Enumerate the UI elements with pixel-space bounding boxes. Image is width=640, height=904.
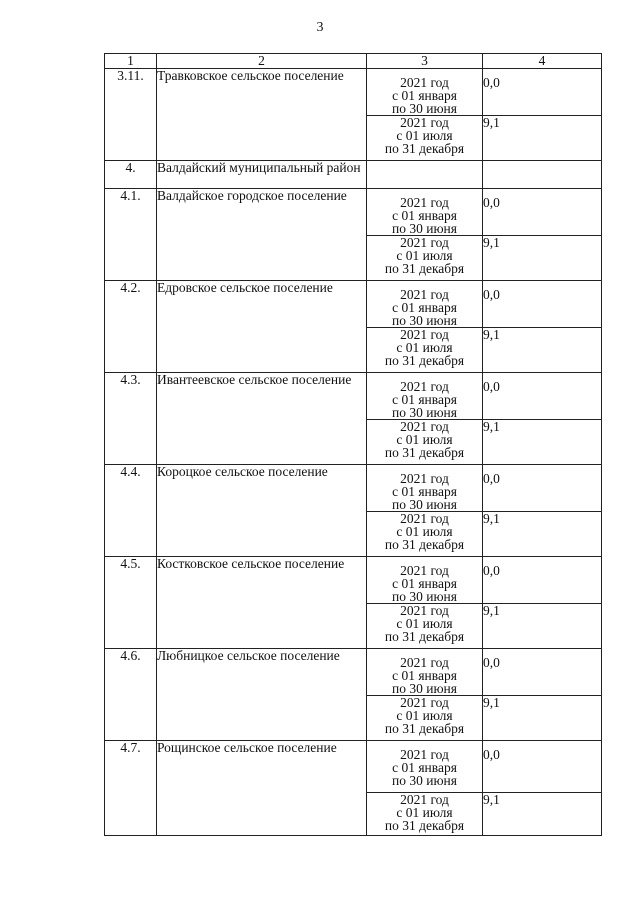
- table-row: [105, 557, 602, 604]
- rate-value: 0,0: [483, 649, 602, 696]
- rate-value: 0,0: [483, 373, 602, 420]
- row-number: 4.2.: [105, 281, 157, 373]
- table-row: [105, 69, 602, 116]
- period-line: с 01 июля: [396, 616, 453, 631]
- table-row: [105, 281, 602, 328]
- rate-value: [483, 161, 602, 189]
- period-line: с 01 июля: [396, 432, 453, 447]
- table-row: [105, 649, 602, 696]
- rate-value: 9,1: [483, 696, 602, 741]
- rate-value: 9,1: [483, 793, 602, 836]
- period-cell: [367, 741, 483, 793]
- period-line: 2021 год: [400, 75, 449, 90]
- period-line: с 01 января: [392, 576, 457, 591]
- table-row: [105, 373, 602, 420]
- period-line: 2021 год: [400, 792, 449, 807]
- period-line: 2021 год: [400, 379, 449, 394]
- period-line: 2021 год: [400, 195, 449, 210]
- table-row: [105, 741, 602, 793]
- period-line: 2021 год: [400, 563, 449, 578]
- period-line: по 30 июня: [392, 313, 457, 328]
- period-line: по 30 июня: [392, 773, 457, 788]
- period-line: 2021 год: [400, 327, 449, 342]
- period-cell: [367, 420, 483, 465]
- period-line: по 31 декабря: [384, 353, 465, 368]
- row-number: 4.7.: [105, 741, 157, 836]
- column-header-4: 4: [483, 54, 602, 69]
- table-header: [105, 54, 602, 69]
- period-line: с 01 января: [392, 484, 457, 499]
- period-cell: [367, 236, 483, 281]
- period-line: по 31 декабря: [384, 537, 465, 552]
- column-header-2: 2: [157, 54, 367, 69]
- period-line: с 01 января: [392, 668, 457, 683]
- row-number: 4.1.: [105, 189, 157, 281]
- period-line: 2021 год: [400, 115, 449, 130]
- period-line: 2021 год: [400, 419, 449, 434]
- settlement-name: Короцкое сельское поселение: [157, 465, 367, 557]
- row-number: 4.6.: [105, 649, 157, 741]
- settlement-name: Валдайский муниципальный район: [157, 161, 367, 189]
- period-cell: [367, 465, 483, 512]
- period-line: с 01 июля: [396, 524, 453, 539]
- period-cell: [367, 649, 483, 696]
- row-number: 4.4.: [105, 465, 157, 557]
- settlement-name: Любницкое сельское поселение: [157, 649, 367, 741]
- settlement-name: Травковское сельское поселение: [157, 69, 367, 161]
- settlement-name: Едровское сельское поселение: [157, 281, 367, 373]
- period-line: с 01 июля: [396, 128, 453, 143]
- period-cell: [367, 557, 483, 604]
- table-row: [105, 465, 602, 512]
- period-line: с 01 января: [392, 392, 457, 407]
- period-cell: [367, 116, 483, 161]
- period-line: по 30 июня: [392, 101, 457, 116]
- period-line: по 31 декабря: [384, 445, 465, 460]
- header-row: [105, 54, 602, 69]
- rate-value: 0,0: [483, 281, 602, 328]
- period-cell: [367, 793, 483, 836]
- column-header-3: 3: [367, 54, 483, 69]
- rate-value: 9,1: [483, 420, 602, 465]
- rate-value: 0,0: [483, 465, 602, 512]
- row-number: 3.11.: [105, 69, 157, 161]
- period-line: по 30 июня: [392, 405, 457, 420]
- period-line: по 31 декабря: [384, 141, 465, 156]
- table-row: [105, 161, 602, 189]
- period-line: 2021 год: [400, 603, 449, 618]
- period-cell: [367, 696, 483, 741]
- rate-value: 9,1: [483, 328, 602, 373]
- period-cell: [367, 161, 483, 189]
- period-line: по 30 июня: [392, 497, 457, 512]
- row-number: 4.: [105, 161, 157, 189]
- period-line: с 01 января: [392, 760, 457, 775]
- period-line: по 30 июня: [392, 589, 457, 604]
- period-line: с 01 января: [392, 208, 457, 223]
- period-line: 2021 год: [400, 695, 449, 710]
- period-cell: [367, 512, 483, 557]
- period-cell: [367, 328, 483, 373]
- period-line: с 01 июля: [396, 708, 453, 723]
- rates-table: [104, 53, 602, 836]
- rate-value: 0,0: [483, 741, 602, 793]
- period-line: по 30 июня: [392, 221, 457, 236]
- table-body: [105, 69, 602, 836]
- period-cell: [367, 604, 483, 649]
- settlement-name: Рощинское сельское поселение: [157, 741, 367, 836]
- period-cell: [367, 373, 483, 420]
- row-number: 4.3.: [105, 373, 157, 465]
- period-line: по 31 декабря: [384, 721, 465, 736]
- period-line: 2021 год: [400, 747, 449, 762]
- period-line: с 01 января: [392, 300, 457, 315]
- period-line: 2021 год: [400, 287, 449, 302]
- period-line: с 01 июля: [396, 340, 453, 355]
- rate-value: 0,0: [483, 69, 602, 116]
- period-line: по 31 декабря: [384, 818, 465, 833]
- period-line: с 01 июля: [396, 248, 453, 263]
- period-line: по 31 декабря: [384, 629, 465, 644]
- row-number: 4.5.: [105, 557, 157, 649]
- column-header-1: 1: [105, 54, 157, 69]
- settlement-name: Костковское сельское поселение: [157, 557, 367, 649]
- table-row: [105, 189, 602, 236]
- period-cell: [367, 281, 483, 328]
- period-line: по 31 декабря: [384, 261, 465, 276]
- rate-value: 9,1: [483, 116, 602, 161]
- period-line: с 01 января: [392, 88, 457, 103]
- settlement-name: Валдайское городское поселение: [157, 189, 367, 281]
- period-line: 2021 год: [400, 235, 449, 250]
- settlement-name: Ивантеевское сельское поселение: [157, 373, 367, 465]
- period-cell: [367, 189, 483, 236]
- period-line: по 30 июня: [392, 681, 457, 696]
- period-line: с 01 июля: [396, 805, 453, 820]
- rate-value: 9,1: [483, 512, 602, 557]
- rate-value: 9,1: [483, 236, 602, 281]
- period-line: 2021 год: [400, 655, 449, 670]
- rate-value: 0,0: [483, 189, 602, 236]
- period-line: 2021 год: [400, 471, 449, 486]
- page-number: 3: [316, 20, 324, 35]
- period-line: 2021 год: [400, 511, 449, 526]
- period-cell: [367, 69, 483, 116]
- rate-value: 0,0: [483, 557, 602, 604]
- rate-value: 9,1: [483, 604, 602, 649]
